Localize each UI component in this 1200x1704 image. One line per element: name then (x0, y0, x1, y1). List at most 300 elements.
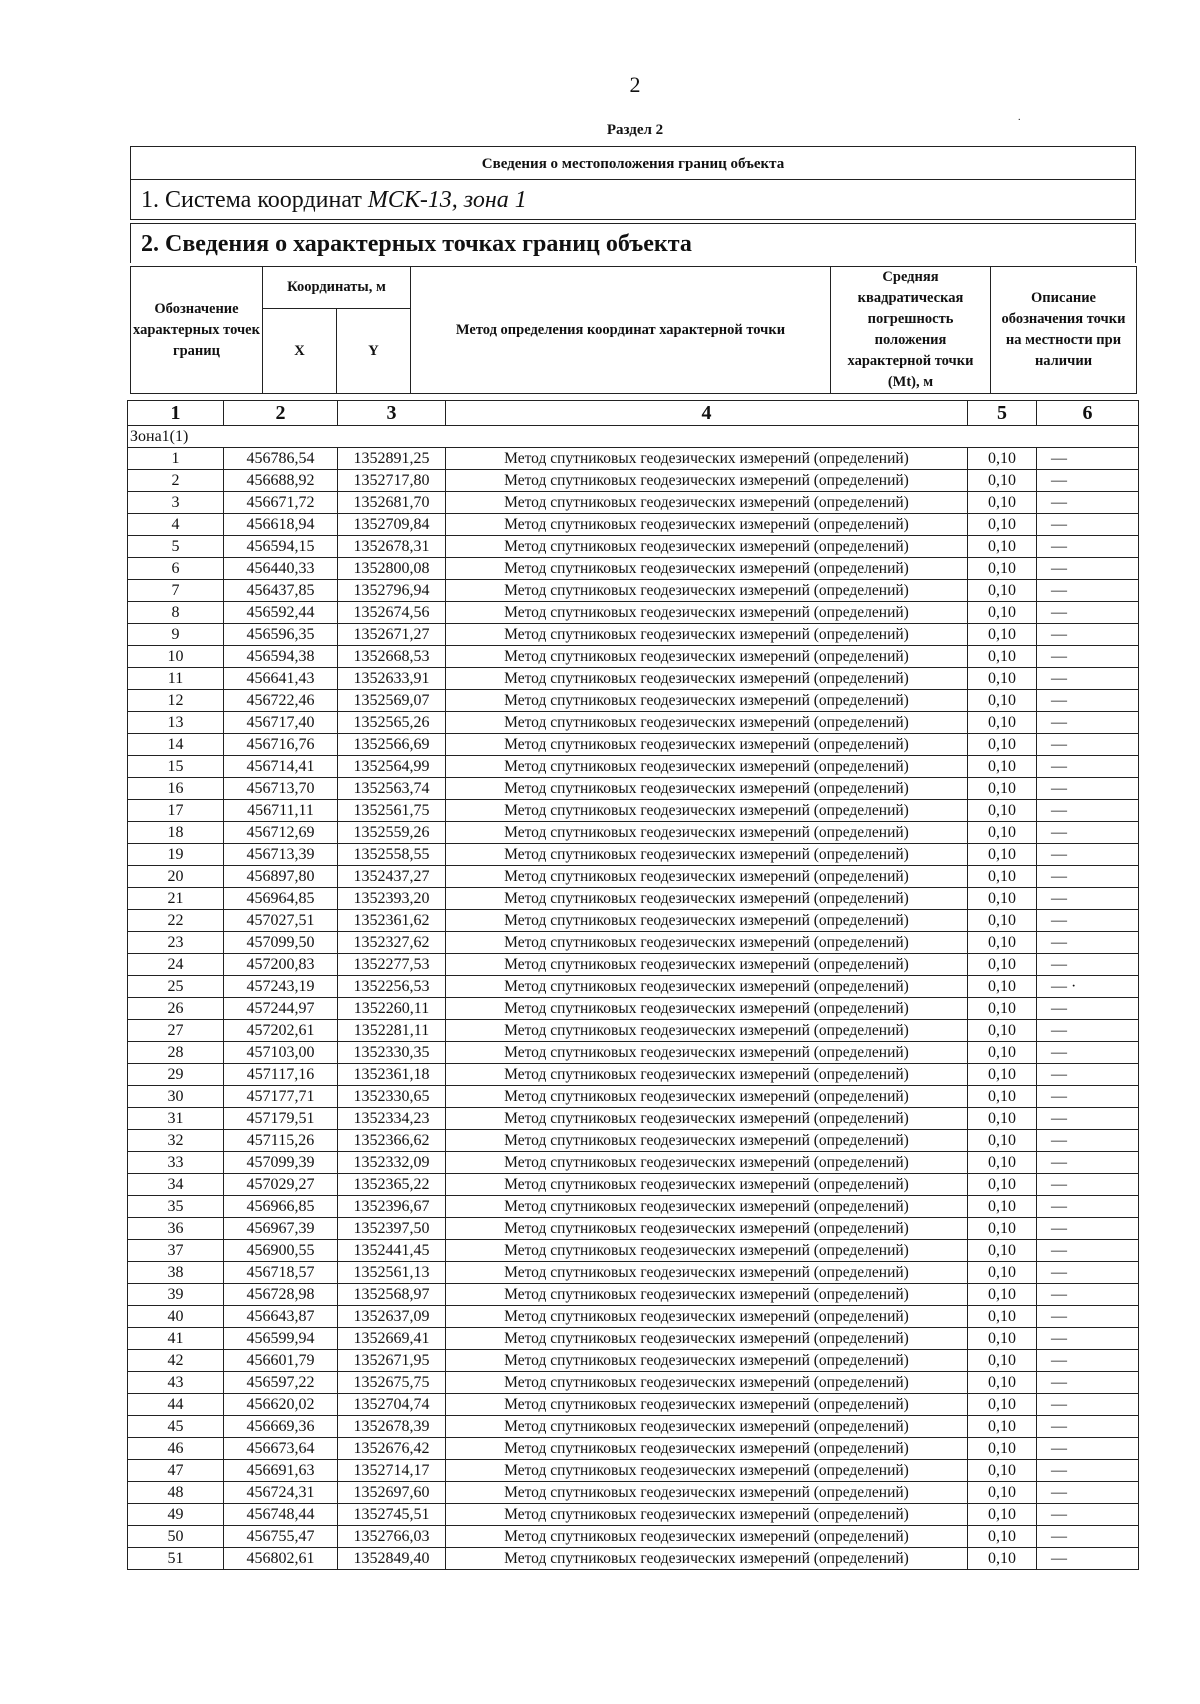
x-coordinate: 456755,47 (224, 1526, 338, 1548)
point-number: 5 (128, 536, 224, 558)
point-number: 31 (128, 1108, 224, 1130)
description-cell: — (1037, 822, 1139, 844)
point-number: 26 (128, 998, 224, 1020)
x-coordinate: 456900,55 (224, 1240, 338, 1262)
table-row (128, 1240, 1139, 1262)
y-coordinate: 1352633,91 (338, 668, 446, 690)
method-cell: Метод спутниковых геодезических измерений (определений) (446, 1482, 968, 1504)
table-row (128, 1064, 1139, 1086)
x-coordinate: 456748,44 (224, 1504, 338, 1526)
table-row (128, 1130, 1139, 1152)
method-cell: Метод спутниковых геодезических измерений (определений) (446, 1306, 968, 1328)
x-coordinate: 456597,22 (224, 1372, 338, 1394)
x-coordinate: 457177,71 (224, 1086, 338, 1108)
description-cell: — (1037, 1548, 1139, 1570)
error-value: 0,10 (968, 536, 1037, 558)
y-coordinate: 1352361,62 (338, 910, 446, 932)
y-coordinate: 1352558,55 (338, 844, 446, 866)
description-cell: — (1037, 866, 1139, 888)
description-cell: — (1037, 1152, 1139, 1174)
col-designation-header: Обозначение характерных точек границ (131, 267, 263, 394)
method-cell: Метод спутниковых геодезических измерений (определений) (446, 1416, 968, 1438)
point-number: 6 (128, 558, 224, 580)
y-coordinate: 1352704,74 (338, 1394, 446, 1416)
table-row (128, 690, 1139, 712)
x-coordinate: 456718,57 (224, 1262, 338, 1284)
description-cell: — (1037, 1042, 1139, 1064)
method-cell: Метод спутниковых геодезических измерений (определений) (446, 448, 968, 470)
point-number: 34 (128, 1174, 224, 1196)
column-numbers-row (128, 401, 1139, 426)
description-cell: — (1037, 932, 1139, 954)
description-cell: — (1037, 1350, 1139, 1372)
description-cell: — (1037, 1372, 1139, 1394)
point-number: 33 (128, 1152, 224, 1174)
description-cell: — (1037, 1526, 1139, 1548)
x-coordinate: 456897,80 (224, 866, 338, 888)
error-value: 0,10 (968, 1196, 1037, 1218)
method-cell: Метод спутниковых геодезических измерений (определений) (446, 1218, 968, 1240)
table-row (128, 712, 1139, 734)
y-coordinate: 1352676,42 (338, 1438, 446, 1460)
y-coordinate: 1352678,39 (338, 1416, 446, 1438)
table-row (128, 448, 1139, 470)
method-cell: Метод спутниковых геодезических измерений (определений) (446, 470, 968, 492)
point-number: 20 (128, 866, 224, 888)
point-number: 37 (128, 1240, 224, 1262)
x-coordinate: 456714,41 (224, 756, 338, 778)
coordinate-system-label: 1. Система координат (141, 187, 362, 213)
method-cell: Метод спутниковых геодезических измерений (определений) (446, 1152, 968, 1174)
x-coordinate: 456711,11 (224, 800, 338, 822)
table-row (128, 800, 1139, 822)
point-number: 16 (128, 778, 224, 800)
table-row (128, 1350, 1139, 1372)
method-cell: Метод спутниковых геодезических измерений (определений) (446, 1438, 968, 1460)
x-coordinate: 456964,85 (224, 888, 338, 910)
error-value: 0,10 (968, 1394, 1037, 1416)
method-cell: Метод спутниковых геодезических измерений (определений) (446, 1504, 968, 1526)
error-value: 0,10 (968, 932, 1037, 954)
method-cell: Метод спутниковых геодезических измерений (определений) (446, 910, 968, 932)
description-cell: — (1037, 1460, 1139, 1482)
error-value: 0,10 (968, 1306, 1037, 1328)
table-row (128, 778, 1139, 800)
y-coordinate: 1352437,27 (338, 866, 446, 888)
method-cell: Метод спутниковых геодезических измерений (определений) (446, 888, 968, 910)
point-number: 11 (128, 668, 224, 690)
y-coordinate: 1352675,75 (338, 1372, 446, 1394)
y-coordinate: 1352678,31 (338, 536, 446, 558)
description-cell: — (1037, 470, 1139, 492)
y-coordinate: 1352674,56 (338, 602, 446, 624)
x-coordinate: 456669,36 (224, 1416, 338, 1438)
point-number: 51 (128, 1548, 224, 1570)
error-value: 0,10 (968, 624, 1037, 646)
y-coordinate: 1352365,22 (338, 1174, 446, 1196)
method-cell: Метод спутниковых геодезических измерений (определений) (446, 998, 968, 1020)
y-coordinate: 1352714,17 (338, 1460, 446, 1482)
col-error-header: Средняя квадратическая погрешность положения характерной точки (Mt), м (831, 267, 991, 394)
table-row (128, 1394, 1139, 1416)
error-value: 0,10 (968, 1064, 1037, 1086)
y-coordinate: 1352366,62 (338, 1130, 446, 1152)
point-number: 39 (128, 1284, 224, 1306)
point-number: 43 (128, 1372, 224, 1394)
y-coordinate: 1352709,84 (338, 514, 446, 536)
x-coordinate: 457099,50 (224, 932, 338, 954)
x-coordinate: 457103,00 (224, 1042, 338, 1064)
y-coordinate: 1352697,60 (338, 1482, 446, 1504)
y-coordinate: 1352796,94 (338, 580, 446, 602)
table-row (128, 1504, 1139, 1526)
error-value: 0,10 (968, 1218, 1037, 1240)
x-coordinate: 456967,39 (224, 1218, 338, 1240)
table-row (128, 1020, 1139, 1042)
error-value: 0,10 (968, 602, 1037, 624)
description-cell: — (1037, 1020, 1139, 1042)
table-row (128, 492, 1139, 514)
table-row (128, 976, 1139, 998)
x-coordinate: 456643,87 (224, 1306, 338, 1328)
method-cell: Метод спутниковых геодезических измерений (определений) (446, 866, 968, 888)
point-number: 45 (128, 1416, 224, 1438)
description-cell: — (1037, 1284, 1139, 1306)
header-block (130, 146, 1136, 263)
method-cell: Метод спутниковых геодезических измерений (определений) (446, 1240, 968, 1262)
method-cell: Метод спутниковых геодезических измерений (определений) (446, 1548, 968, 1570)
point-number: 32 (128, 1130, 224, 1152)
y-coordinate: 1352671,27 (338, 624, 446, 646)
point-number: 36 (128, 1218, 224, 1240)
method-cell: Метод спутниковых геодезических измерений (определений) (446, 1526, 968, 1548)
method-cell: Метод спутниковых геодезических измерений (определений) (446, 514, 968, 536)
x-coordinate: 456724,31 (224, 1482, 338, 1504)
description-cell: — (1037, 998, 1139, 1020)
description-cell: — (1037, 1196, 1139, 1218)
table-row (128, 1416, 1139, 1438)
method-cell: Метод спутниковых геодезических измерений (определений) (446, 822, 968, 844)
zone-row (128, 426, 1139, 448)
description-cell: — (1037, 954, 1139, 976)
zone-label: Зона1(1) (128, 426, 1139, 448)
method-cell: Метод спутниковых геодезических измерений (определений) (446, 624, 968, 646)
method-cell: Метод спутниковых геодезических измерений (определений) (446, 976, 968, 998)
method-cell: Метод спутниковых геодезических измерений (определений) (446, 1042, 968, 1064)
y-coordinate: 1352281,11 (338, 1020, 446, 1042)
table-row (128, 1108, 1139, 1130)
y-coordinate: 1352668,53 (338, 646, 446, 668)
method-cell: Метод спутниковых геодезических измерений (определений) (446, 580, 968, 602)
error-value: 0,10 (968, 866, 1037, 888)
method-cell: Метод спутниковых геодезических измерений (определений) (446, 602, 968, 624)
method-cell: Метод спутниковых геодезических измерений (определений) (446, 954, 968, 976)
description-cell: — (1037, 558, 1139, 580)
point-number: 9 (128, 624, 224, 646)
point-number: 46 (128, 1438, 224, 1460)
x-coordinate: 456691,63 (224, 1460, 338, 1482)
x-coordinate: 456688,92 (224, 470, 338, 492)
coordinate-system (130, 180, 1136, 220)
table-row (128, 1306, 1139, 1328)
x-coordinate: 457244,97 (224, 998, 338, 1020)
table-row (128, 558, 1139, 580)
point-number: 47 (128, 1460, 224, 1482)
col-number: 6 (1037, 401, 1139, 426)
header-title: Сведения о местоположения границ объекта (130, 146, 1136, 180)
point-number: 48 (128, 1482, 224, 1504)
table-row (128, 1482, 1139, 1504)
description-cell: — (1037, 1416, 1139, 1438)
y-coordinate: 1352332,09 (338, 1152, 446, 1174)
point-number: 28 (128, 1042, 224, 1064)
y-coordinate: 1352671,95 (338, 1350, 446, 1372)
method-cell: Метод спутниковых геодезических измерений (определений) (446, 1394, 968, 1416)
description-cell: — (1037, 690, 1139, 712)
error-value: 0,10 (968, 800, 1037, 822)
col-number: 4 (446, 401, 968, 426)
col-description-header: Описание обозначения точки на местности при наличии (991, 267, 1137, 394)
point-number: 41 (128, 1328, 224, 1350)
y-coordinate: 1352277,53 (338, 954, 446, 976)
error-value: 0,10 (968, 1526, 1037, 1548)
y-coordinate: 1352393,20 (338, 888, 446, 910)
x-coordinate: 456712,69 (224, 822, 338, 844)
error-value: 0,10 (968, 976, 1037, 998)
y-coordinate: 1352891,25 (338, 448, 446, 470)
error-value: 0,10 (968, 1152, 1037, 1174)
point-number: 4 (128, 514, 224, 536)
point-number: 19 (128, 844, 224, 866)
point-number: 2 (128, 470, 224, 492)
point-number: 24 (128, 954, 224, 976)
description-cell: — (1037, 1086, 1139, 1108)
table-row (128, 998, 1139, 1020)
point-number: 44 (128, 1394, 224, 1416)
x-coordinate: 456713,39 (224, 844, 338, 866)
page-number: 2 (629, 72, 641, 97)
method-cell: Метод спутниковых геодезических измерений (определений) (446, 1196, 968, 1218)
table-row (128, 536, 1139, 558)
error-value: 0,10 (968, 1504, 1037, 1526)
table-row (128, 734, 1139, 756)
x-coordinate: 456594,15 (224, 536, 338, 558)
table-row (128, 1262, 1139, 1284)
x-coordinate: 457115,26 (224, 1130, 338, 1152)
table-row (128, 1174, 1139, 1196)
y-coordinate: 1352564,99 (338, 756, 446, 778)
error-value: 0,10 (968, 1042, 1037, 1064)
x-coordinate: 457117,16 (224, 1064, 338, 1086)
description-cell: — (1037, 1482, 1139, 1504)
point-number: 1 (128, 448, 224, 470)
method-cell: Метод спутниковых геодезических измерений (определений) (446, 1130, 968, 1152)
x-coordinate: 456713,70 (224, 778, 338, 800)
error-value: 0,10 (968, 1460, 1037, 1482)
error-value: 0,10 (968, 558, 1037, 580)
point-number: 29 (128, 1064, 224, 1086)
method-cell: Метод спутниковых геодезических измерений (определений) (446, 1262, 968, 1284)
col-coords-header: Координаты, м (263, 267, 411, 309)
points-heading: 2. Сведения о характерных точках границ объекта (130, 223, 1136, 263)
x-coordinate: 456722,46 (224, 690, 338, 712)
error-value: 0,10 (968, 1130, 1037, 1152)
table-row (128, 624, 1139, 646)
error-value: 0,10 (968, 1482, 1037, 1504)
y-coordinate: 1352327,62 (338, 932, 446, 954)
error-value: 0,10 (968, 998, 1037, 1020)
description-cell: — (1037, 1064, 1139, 1086)
description-cell: — (1037, 1130, 1139, 1152)
description-cell: — (1037, 888, 1139, 910)
error-value: 0,10 (968, 580, 1037, 602)
table-row (128, 1086, 1139, 1108)
point-number: 21 (128, 888, 224, 910)
x-coordinate: 456716,76 (224, 734, 338, 756)
error-value: 0,10 (968, 954, 1037, 976)
table-row (128, 470, 1139, 492)
y-coordinate: 1352681,70 (338, 492, 446, 514)
x-coordinate: 456592,44 (224, 602, 338, 624)
description-cell: — (1037, 1218, 1139, 1240)
description-cell: — (1037, 668, 1139, 690)
y-coordinate: 1352569,07 (338, 690, 446, 712)
point-number: 40 (128, 1306, 224, 1328)
x-coordinate: 456728,98 (224, 1284, 338, 1306)
y-coordinate: 1352745,51 (338, 1504, 446, 1526)
description-cell: — (1037, 624, 1139, 646)
error-value: 0,10 (968, 1438, 1037, 1460)
error-value: 0,10 (968, 910, 1037, 932)
description-cell: — (1037, 1394, 1139, 1416)
table-row (128, 1372, 1139, 1394)
description-cell: — (1037, 712, 1139, 734)
error-value: 0,10 (968, 1548, 1037, 1570)
y-coordinate: 1352397,50 (338, 1218, 446, 1240)
table-row (128, 866, 1139, 888)
method-cell: Метод спутниковых геодезических измерений (определений) (446, 668, 968, 690)
x-coordinate: 457243,19 (224, 976, 338, 998)
x-coordinate: 457179,51 (224, 1108, 338, 1130)
error-value: 0,10 (968, 492, 1037, 514)
points-table (127, 400, 1139, 1570)
y-coordinate: 1352561,13 (338, 1262, 446, 1284)
col-method-header: Метод определения координат характерной точки (411, 267, 831, 394)
point-number: 8 (128, 602, 224, 624)
col-number: 1 (128, 401, 224, 426)
description-cell: — (1037, 1108, 1139, 1130)
y-coordinate: 1352334,23 (338, 1108, 446, 1130)
point-number: 12 (128, 690, 224, 712)
y-coordinate: 1352396,67 (338, 1196, 446, 1218)
x-coordinate: 456437,85 (224, 580, 338, 602)
x-coordinate: 456440,33 (224, 558, 338, 580)
y-coordinate: 1352330,35 (338, 1042, 446, 1064)
x-coordinate: 456673,64 (224, 1438, 338, 1460)
col-x-header: X (263, 309, 337, 394)
y-coordinate: 1352717,80 (338, 470, 446, 492)
error-value: 0,10 (968, 1284, 1037, 1306)
description-cell: — (1037, 646, 1139, 668)
error-value: 0,10 (968, 1086, 1037, 1108)
y-coordinate: 1352637,09 (338, 1306, 446, 1328)
y-coordinate: 1352361,18 (338, 1064, 446, 1086)
method-cell: Метод спутниковых геодезических измерений (определений) (446, 536, 968, 558)
y-coordinate: 1352766,03 (338, 1526, 446, 1548)
section-title: Раздел 2 (606, 122, 664, 138)
point-number: 17 (128, 800, 224, 822)
table-row (128, 1218, 1139, 1240)
point-number: 27 (128, 1020, 224, 1042)
method-cell: Метод спутниковых геодезических измерений (определений) (446, 558, 968, 580)
y-coordinate: 1352256,53 (338, 976, 446, 998)
error-value: 0,10 (968, 1020, 1037, 1042)
description-cell: — (1037, 448, 1139, 470)
y-coordinate: 1352800,08 (338, 558, 446, 580)
point-number: 30 (128, 1086, 224, 1108)
x-coordinate: 456620,02 (224, 1394, 338, 1416)
table-row (128, 1328, 1139, 1350)
x-coordinate: 456641,43 (224, 668, 338, 690)
y-coordinate: 1352566,69 (338, 734, 446, 756)
error-value: 0,10 (968, 1262, 1037, 1284)
col-number: 3 (338, 401, 446, 426)
y-coordinate: 1352260,11 (338, 998, 446, 1020)
table-row (128, 1460, 1139, 1482)
table-row (128, 910, 1139, 932)
error-value: 0,10 (968, 1350, 1037, 1372)
table-row (128, 1548, 1139, 1570)
x-coordinate: 456671,72 (224, 492, 338, 514)
point-number: 10 (128, 646, 224, 668)
x-coordinate: 456594,38 (224, 646, 338, 668)
description-cell: — (1037, 734, 1139, 756)
method-cell: Метод спутниковых геодезических измерений (определений) (446, 1284, 968, 1306)
description-cell: — (1037, 1240, 1139, 1262)
method-cell: Метод спутниковых геодезических измерений (определений) (446, 1108, 968, 1130)
error-value: 0,10 (968, 514, 1037, 536)
y-coordinate: 1352559,26 (338, 822, 446, 844)
error-value: 0,10 (968, 1240, 1037, 1262)
error-value: 0,10 (968, 690, 1037, 712)
table-row (128, 1284, 1139, 1306)
description-cell: — (1037, 800, 1139, 822)
error-value: 0,10 (968, 734, 1037, 756)
table-row (128, 1526, 1139, 1548)
description-cell: — (1037, 1504, 1139, 1526)
table-row (128, 1438, 1139, 1460)
error-value: 0,10 (968, 668, 1037, 690)
point-number: 14 (128, 734, 224, 756)
method-cell: Метод спутниковых геодезических измерений (определений) (446, 1350, 968, 1372)
description-cell: — (1037, 1438, 1139, 1460)
point-number: 22 (128, 910, 224, 932)
table-row (128, 888, 1139, 910)
description-cell: — (1037, 756, 1139, 778)
error-value: 0,10 (968, 1328, 1037, 1350)
description-cell: — (1037, 1174, 1139, 1196)
x-coordinate: 456596,35 (224, 624, 338, 646)
y-coordinate: 1352565,26 (338, 712, 446, 734)
error-value: 0,10 (968, 844, 1037, 866)
error-value: 0,10 (968, 448, 1037, 470)
x-coordinate: 456786,54 (224, 448, 338, 470)
x-coordinate: 456802,61 (224, 1548, 338, 1570)
point-number: 13 (128, 712, 224, 734)
table-row (128, 602, 1139, 624)
point-number: 49 (128, 1504, 224, 1526)
description-cell: — (1037, 844, 1139, 866)
